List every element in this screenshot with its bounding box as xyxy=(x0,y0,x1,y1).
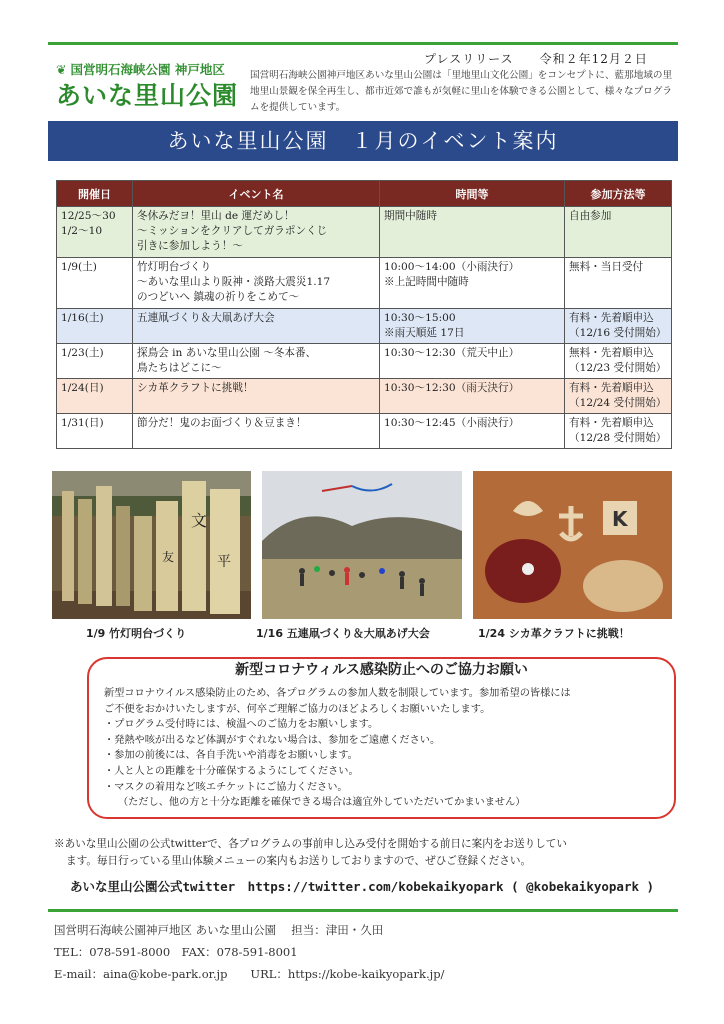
photo-deer-leather-craft xyxy=(473,471,672,619)
header-event: イベント名 xyxy=(133,181,380,207)
photo-bamboo-lanterns xyxy=(52,471,251,619)
page-title-banner: あいな里山公園 １月のイベント案内 xyxy=(48,121,678,161)
bottom-rule xyxy=(48,909,678,912)
top-rule xyxy=(48,42,678,45)
caption-kite: 1/16 五連凧づくり＆大凧あげ大会 xyxy=(256,627,430,640)
table-row: 1/23(土) 探鳥会 in あいな里山公園 〜冬本番、 鳥たちはどこに〜 10:30〜12:30（荒天中止） 無料・先着順申込 （12/23 受付開始） xyxy=(57,344,672,379)
covid-notice-body: 新型コロナウイルス感染防止のため、各プログラムの参加人数を制限しています。参加希望の皆様には ご不便をおかけいたしますが、何卒ご理解ご協力のほどよろしくお願いいたします。 ・プログラム受付時には、検温へのご協力をお願いします。 ・発熱や咳が出るなど体調がすぐれない場合は、参加をご遠慮ください。 ・参加の前後には、各自手洗いや消毒をお願いします。 ・人と人との距離を十分確保するようにしてください。 ・マスクの着用など咳エチケットにご協力ください。 （ただし、他の方と十分な距離を確保できる場合は適宜外していただいてかまいません） xyxy=(104,688,571,809)
header-date: 開催日 xyxy=(57,181,133,207)
intro-text: 国営明石海峡公園神戸地区あいな里山公園は「里地里山文化公園」をコンセプトに、藍那地域の里地里山景観を保全再生し、都市近郊で誰もが気軽に里山を体験できる公園として、様々なプログラムを提供しています。 xyxy=(250,70,673,113)
header-method: 参加方法等 xyxy=(565,181,672,207)
table-row: 12/25〜30 1/2〜10 冬休みだヨ！里山 de 運だめし！ 〜ミッションをクリアしてガラポンくじ 引きに参加しよう！〜 期間中随時 自由参加 xyxy=(57,207,672,258)
caption-craft: 1/24 シカ革クラフトに挑戦！ xyxy=(478,627,630,640)
table-row: 1/24(日) シカ革クラフトに挑戦！ 10:30〜12:30（雨天決行） 有料・先着順申込 （12/24 受付開始） xyxy=(57,379,672,414)
twitter-link[interactable]: あいな里山公園公式twitter https://twitter.com/kobekaikyopark ( @kobekaikyopark ) xyxy=(70,879,655,894)
table-row: 1/31(日) 節分だ！鬼のお面づくり＆豆まき！ 10:30〜12:45（小雨決行） 有料・先着順申込 （12/28 受付開始） xyxy=(57,414,672,449)
table-header-row xyxy=(57,181,672,207)
table-row: 1/9(土) 竹灯明台づくり 〜あいな里山より阪神・淡路大震災1.17 のつどいへ 鎮魂の祈りをこめて〜 10:00〜14:00（小雨決行） ※上記時間中随時 無料・当日受付 xyxy=(57,258,672,309)
table-row: 1/16(土) 五連凧づくり＆大凧あげ大会 10:30〜15:00 ※雨天順延 17日 有料・先着順申込 （12/16 受付開始） xyxy=(57,309,672,344)
photo-kite-festival xyxy=(262,471,462,619)
header-time: 時間等 xyxy=(380,181,565,207)
release-date: 令和２年12月２日 xyxy=(539,52,648,66)
press-release-line xyxy=(424,50,648,67)
contact-phone: TEL：078-591-8000 FAX：078-591-8001 xyxy=(54,945,298,959)
event-table xyxy=(56,180,672,449)
leaf-icon: ❦ xyxy=(56,62,67,77)
logo-title: あいな里山公園 xyxy=(56,81,239,110)
svg-text:友: 友 xyxy=(162,550,175,564)
press-label: プレスリリース xyxy=(424,52,514,66)
svg-text:文: 文 xyxy=(191,511,208,530)
caption-bamboo: 1/9 竹灯明台づくり xyxy=(86,627,187,640)
contact-email-url[interactable]: E-mail：aina@kobe-park.or.jp URL：https://kobe-kaikyopark.jp/ xyxy=(54,967,445,981)
twitter-note: ※あいな里山公園の公式twitterで、各プログラムの事前申し込み受付を開始する前日に案内をお送りしてい ます。毎日行っている里山体験メニューの案内もお送りしておりますので、ぜひご登録ください。 xyxy=(54,838,567,867)
photo-k-label: K xyxy=(612,507,628,531)
logo-subtitle: ❦ 国営明石海峡公園 神戸地区 xyxy=(56,62,225,77)
contact-office: 国営明石海峡公園神戸地区 あいな里山公園 担当：津田・久田 xyxy=(54,923,384,937)
svg-text:平: 平 xyxy=(217,554,231,570)
covid-notice-title: 新型コロナウィルス感染防止へのご協力お願い xyxy=(235,662,528,678)
